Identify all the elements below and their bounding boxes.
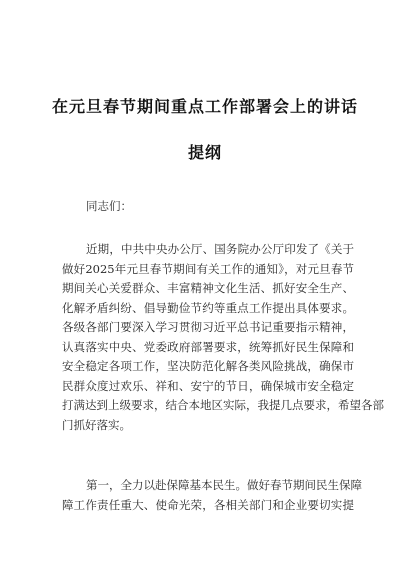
salutation: 同志们： bbox=[86, 199, 132, 213]
paragraph-line: 各级各部门要深入学习贯彻习近平总书记重要指示精神， bbox=[62, 320, 354, 334]
paragraph-line: 门抓好落实。 bbox=[62, 417, 131, 432]
paragraph-line: 安全稳定各项工作，坚决防范化解各类风险挑战，确保市 bbox=[62, 359, 354, 373]
paragraph-line: 打满达到上级要求，结合本地区实际，我提几点要求，希望各部 bbox=[62, 398, 384, 412]
paragraph-line: 做好2025年元旦春节期间有关工作的通知》，对元旦春节 bbox=[62, 261, 354, 276]
paragraph-line: 障工作责任重大、使命光荣，各相关部门和企业要切实提 bbox=[62, 497, 354, 512]
paragraph-line: 期间关心关爱群众、丰富精神文化生活、抓好安全生产、 bbox=[62, 281, 354, 295]
paragraph-line: 化解矛盾纠纷、倡导勤俭节约等重点工作提出具体要求。 bbox=[62, 300, 354, 315]
document-title-line-2: 提纲 bbox=[187, 143, 222, 162]
paragraph-point-one bbox=[62, 476, 362, 515]
paragraph-line: 认真落实中央、党委政府部署要求，统筹抓好民生保障和 bbox=[62, 339, 354, 354]
paragraph-line: 第一，全力以赴保障基本民生。做好春节期间民生保障 bbox=[86, 478, 362, 492]
paragraph-line: 近期，中共中央办公厅、国务院办公厅印发了《关于 bbox=[86, 242, 354, 256]
paragraph-intro bbox=[62, 240, 384, 435]
paragraph-line: 民群众度过欢乐、祥和、安宁的节日，确保城市安全稳定 bbox=[62, 378, 354, 393]
document-title-line-1: 在元旦春节期间重点工作部署会上的讲话 bbox=[51, 97, 358, 116]
